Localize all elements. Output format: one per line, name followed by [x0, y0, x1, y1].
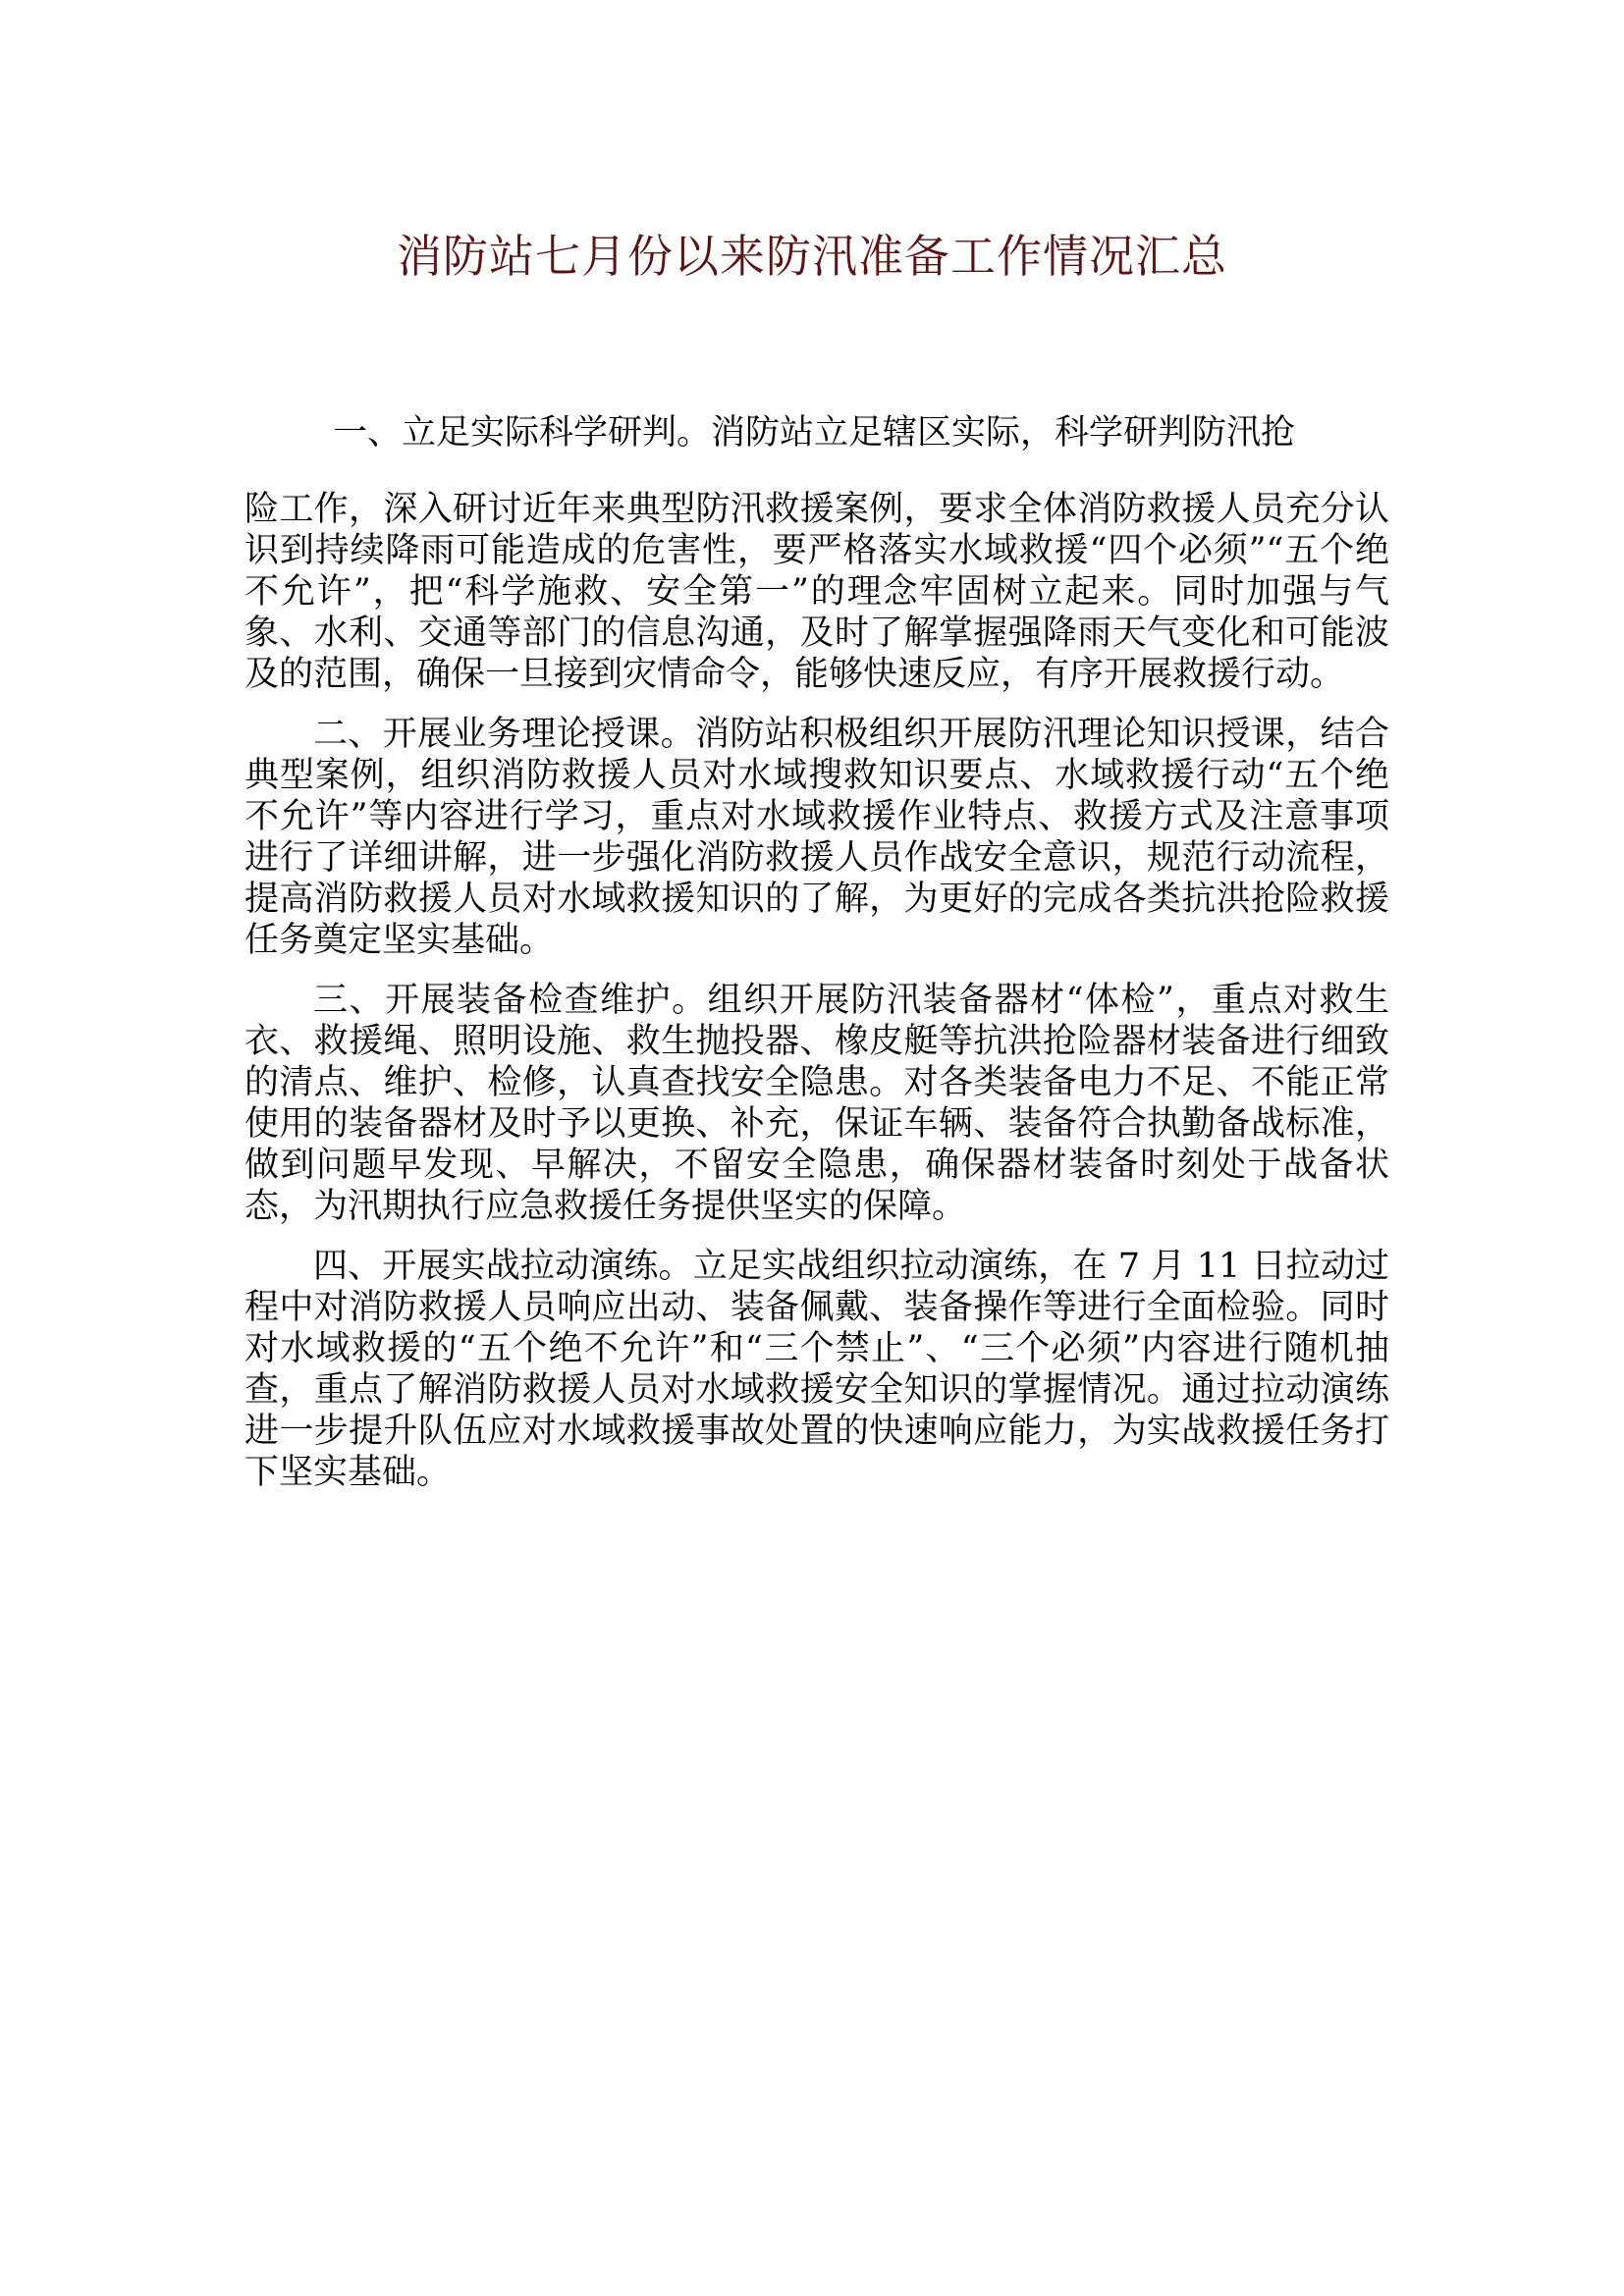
paragraph-1-line-gap — [244, 454, 1389, 489]
paragraph-1-rest: 险工作，深入研讨近年来典型防汛救援案例，要求全体消防救援人员充分认识到持续降雨可能造成的危害性，要严格落实水域救援“四个必须”“五个绝不允许”，把“科学施救、安全第一”的理念牢固树立起来。同时加强与气象、水利、交通等部门的信息沟通，及时了解掌握强降雨天气变化和可能波及的范围，确保一旦接到灾情命令，能够快速反应，有序开展救援行动。 — [244, 490, 1389, 694]
paragraph-2: 二、开展业务理论授课。消防站积极组织开展防汛理论知识授课，结合典型案例，组织消防救援人员对水域搜救知识要点、水域救援行动“五个绝不允许”等内容进行学习，重点对水域救援作业特点、救援方式及注意事项进行了详细讲解，进一步强化消防救援人员作战安全意识，规范行动流程，提高消防救援人员对水域救援知识的了解，为更好的完成各类抗洪抢险救援任务奠定坚实基础。 — [244, 715, 1389, 960]
page-title: 消防站七月份以来防汛准备工作情况汇总 — [397, 230, 1227, 283]
document-body — [244, 412, 1389, 1512]
paragraph-4: 四、开展实战拉动演练。立足实战组织拉动演练，在 7 月 11 日拉动过程中对消防救援人员响应出动、装备佩戴、装备操作等进行全面检验。同时对水域救援的“五个绝不允许”和“三个禁止”、“三个必须”内容进行随机抽查，重点了解消防救援人员对水域救援安全知识的掌握情况。通过拉动演练进一步提升队伍应对水域救援事故处置的快速响应能力，为实战救援任务打下坚实基础。 — [244, 1247, 1389, 1492]
paragraph-3: 三、开展装备检查维护。组织开展防汛装备器材“体检”，重点对救生衣、救援绳、照明设施、救生抛投器、橡皮艇等抗洪抢险器材装备进行细致的清点、维护、检修，认真查找安全隐患。对各类装备电力不足、不能正常使用的装备器材及时予以更换、补充，保证车辆、装备符合执勤备战标准，做到问题早发现、早解决，不留安全隐患，确保器材装备时刻处于战备状态，为汛期执行应急救援任务提供坚实的保障。 — [244, 981, 1389, 1226]
paragraph-1 — [244, 412, 1389, 695]
paragraph-1-first-line: 一、立足实际科学研判。消防站立足辖区实际，科学研判防汛抢 — [333, 413, 1296, 453]
